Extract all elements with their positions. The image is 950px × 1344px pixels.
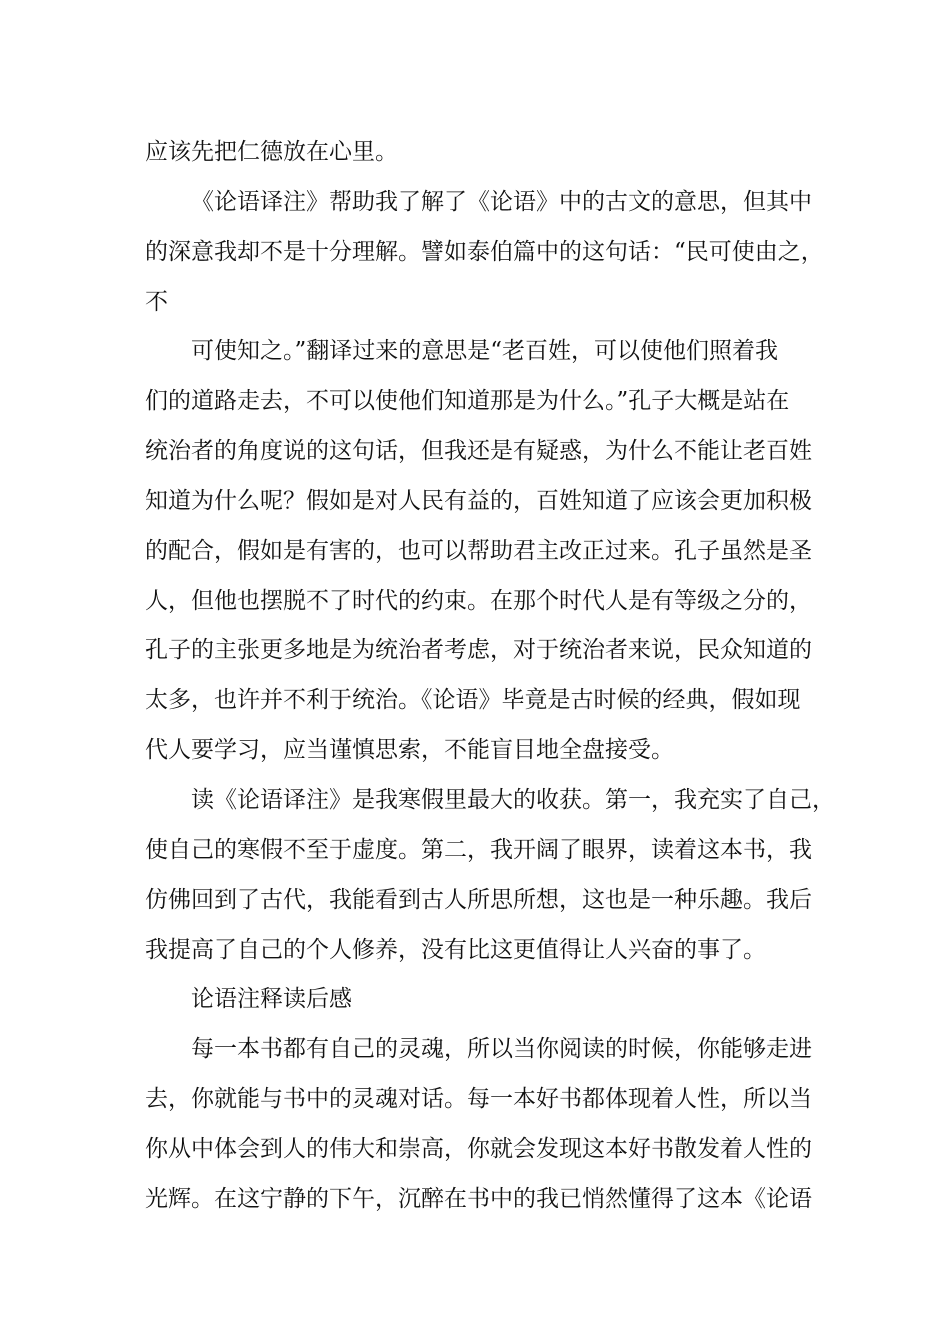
text-line: 的深意我却不是十分理解。譬如泰伯篇中的这句话：“民可使由之， [145, 238, 824, 265]
text-line: 可使知之。”翻译过来的意思是“老百姓，可以使他们照着我 [191, 338, 779, 365]
text-line: 们的道路走去，不可以使他们知道那是为什么。”孔子大概是站在 [145, 388, 790, 415]
text-line: 孔子的主张更多地是为统治者考虑，对于统治者来说，民众知道的 [145, 637, 812, 664]
text-line: 应该先把仁德放在心里。 [145, 139, 398, 165]
text-line: 知道为什么呢？假如是对人民有益的，百姓知道了应该会更加积极 [145, 487, 812, 514]
document-body [145, 128, 835, 1225]
text-line: 读《论语译注》是我寒假里最大的收获。第一，我充实了自己， [191, 786, 835, 813]
text-line: 人，但他也摆脱不了时代的约束。在那个时代人是有等级之分的， [145, 587, 812, 614]
text-line: 统治者的角度说的这句话，但我还是有疑惑，为什么不能让老百姓 [145, 438, 812, 465]
text-line: 每一本书都有自己的灵魂，所以当你阅读的时候，你能够走进 [191, 1036, 812, 1063]
text-line: 使自己的寒假不至于虚度。第二，我开阔了眼界，读着这本书，我 [145, 836, 812, 863]
text-line: 代人要学习，应当谨慎思索，不能盲目地全盘接受。 [145, 737, 674, 764]
text-line: 我提高了自己的个人修养，没有比这更值得让人兴奋的事了。 [145, 936, 766, 963]
text-line: 的配合，假如是有害的，也可以帮助君主改正过来。孔子虽然是圣 [145, 537, 812, 564]
text-line: 仿佛回到了古代，我能看到古人所思所想，这也是一种乐趣。我后 [145, 886, 812, 913]
text-line: 不 [145, 288, 168, 315]
text-line: 《论语译注》帮助我了解了《论语》中的古文的意思，但其中 [191, 188, 812, 215]
text-line: 论语注释读后感 [191, 986, 352, 1013]
text-line: 光辉。在这宁静的下午，沉醉在书中的我已悄然懂得了这本《论语 [145, 1185, 812, 1212]
text-line: 你从中体会到人的伟大和崇高，你就会发现这本好书散发着人性的 [145, 1135, 812, 1162]
text-line: 太多，也许并不利于统治。《论语》毕竟是古时候的经典，假如现 [145, 687, 801, 714]
text-line: 去，你就能与书中的灵魂对话。每一本好书都体现着人性，所以当 [145, 1086, 812, 1113]
